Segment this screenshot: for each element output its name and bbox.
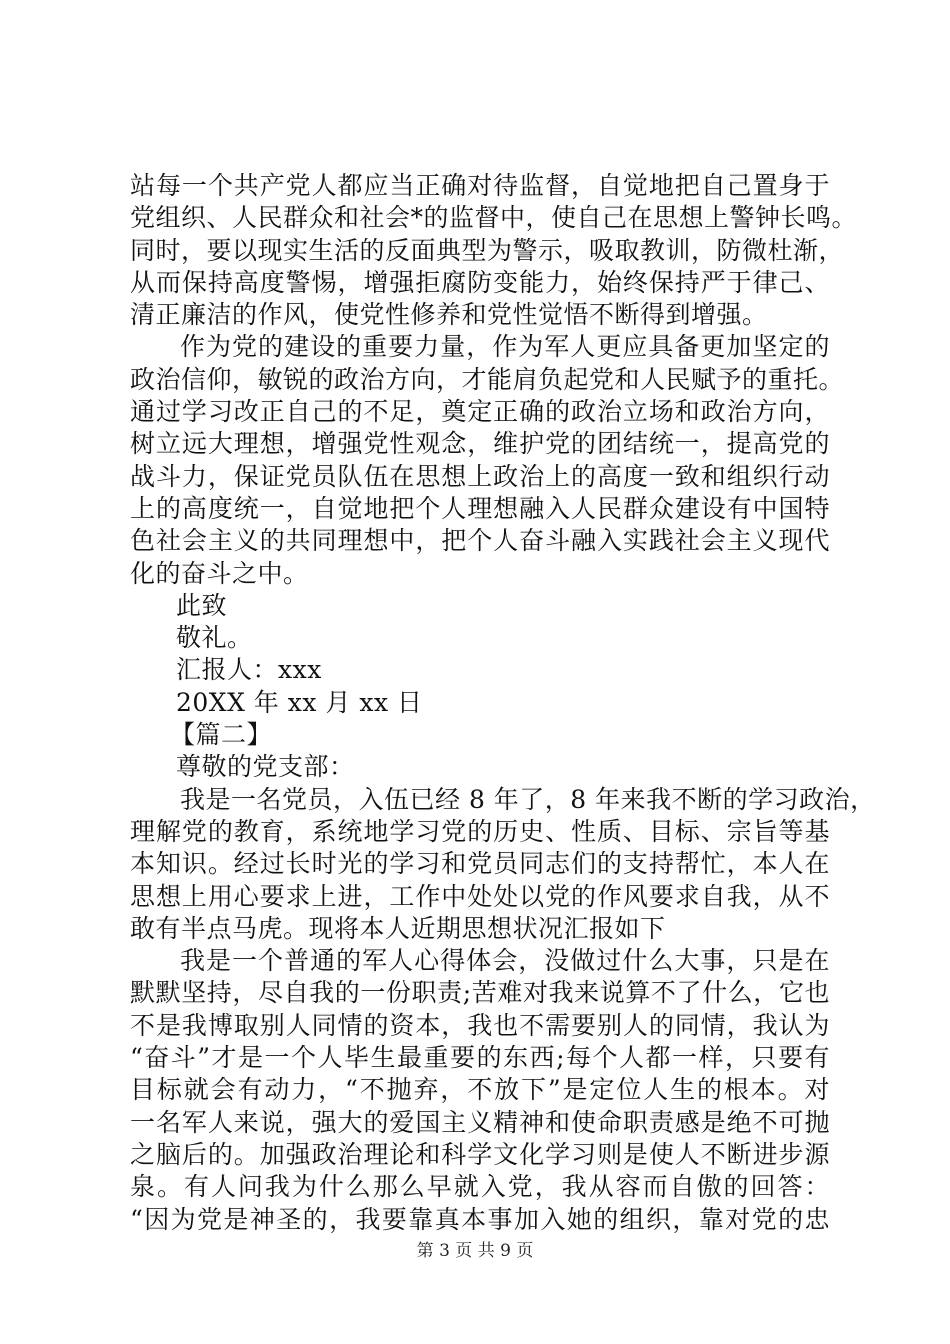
text-line: 思想上用心要求上进，工作中处处以党的作风要求自我，从不 (130, 881, 830, 911)
text-line: 本知识。经过长时光的学习和党员同志们的支持帮忙，本人在 (130, 849, 830, 879)
text-line: “因为党是神圣的，我要靠真本事加入她的组织，靠对党的忠 (130, 1204, 830, 1234)
text-line: 政治信仰，敏锐的政治方向，才能肩负起党和人民赋予的重托。 (130, 364, 845, 394)
text-line: 同时，要以现实生活的反面典型为警示，吸取教训，防微杜渐， (130, 235, 845, 265)
text-line: 我是一名党员，入伍已经 8 年了，8 年来我不断的学习政治， (180, 784, 876, 814)
text-line: 上的高度统一，自觉地把个人理想融入人民群众建设有中国特 (130, 493, 830, 523)
text-line: 敢有半点马虎。现将本人近期思想状况汇报如下 (130, 913, 666, 943)
text-line: 作为党的建设的重要力量，作为军人更应具备更加坚定的 (180, 332, 830, 362)
text-line: 站每一个共产党人都应当正确对待监督，自觉地把自己置身于 (130, 171, 830, 200)
salutation-line: 敬礼。 (176, 623, 253, 653)
reporter-line: 汇报人：xxx (176, 655, 322, 685)
text-line: 清正廉洁的作风，使党性修养和党性觉悟不断得到增强。 (130, 300, 768, 330)
text-line: 目标就会有动力，“不抛弃，不放下”是定位人生的根本。对 (130, 1075, 830, 1105)
text-line: 一名军人来说，强大的爱国主义精神和使命职责感是绝不可抛 (130, 1107, 830, 1137)
text-line: “奋斗”才是一个人毕生最重要的东西;每个人都一样，只要有 (130, 1043, 830, 1073)
addressee-line: 尊敬的党支部： (176, 752, 355, 782)
document-body (130, 170, 876, 1236)
text-line: 默默坚持，尽自我的一份职责;苦难对我来说算不了什么，它也 (130, 978, 830, 1008)
salutation-line: 此致 (176, 590, 228, 620)
text-line: 不是我博取别人同情的资本，我也不需要别人的同情，我认为 (130, 1010, 830, 1040)
text-line: 化的奋斗之中。 (130, 558, 309, 588)
date-line: 20XX 年 xx 月 xx 日 (176, 687, 423, 717)
text-line: 我是一个普通的军人心得体会，没做过什么大事，只是在 (180, 946, 830, 976)
text-line: 战斗力，保证党员队伍在思想上政治上的高度一致和组织行动 (130, 461, 830, 491)
section-title: 【篇二】 (170, 720, 273, 750)
text-line: 从而保持高度警惕，增强拒腐防变能力，始终保持严于律己、 (130, 267, 830, 297)
page-footer: 第 3 页 共 9 页 (416, 1241, 534, 1261)
text-line: 色社会主义的共同理想中，把个人奋斗融入实践社会主义现代 (130, 526, 830, 556)
text-line: 之脑后的。加强政治理论和科学文化学习则是使人不断进步源 (130, 1139, 830, 1169)
text-line: 树立远大理想，增强党性观念，维护党的团结统一，提高党的 (130, 429, 830, 459)
text-line: 理解党的教育，系统地学习党的历史、性质、目标、宗旨等基 (130, 816, 830, 846)
text-line: 党组织、人民群众和社会*的监督中，使自己在思想上警钟长鸣。 (130, 203, 858, 233)
text-line: 泉。有人问我为什么那么早就入党，我从容而自傲的回答： (130, 1172, 830, 1202)
text-line: 通过学习改正自己的不足，奠定正确的政治立场和政治方向， (130, 397, 830, 427)
